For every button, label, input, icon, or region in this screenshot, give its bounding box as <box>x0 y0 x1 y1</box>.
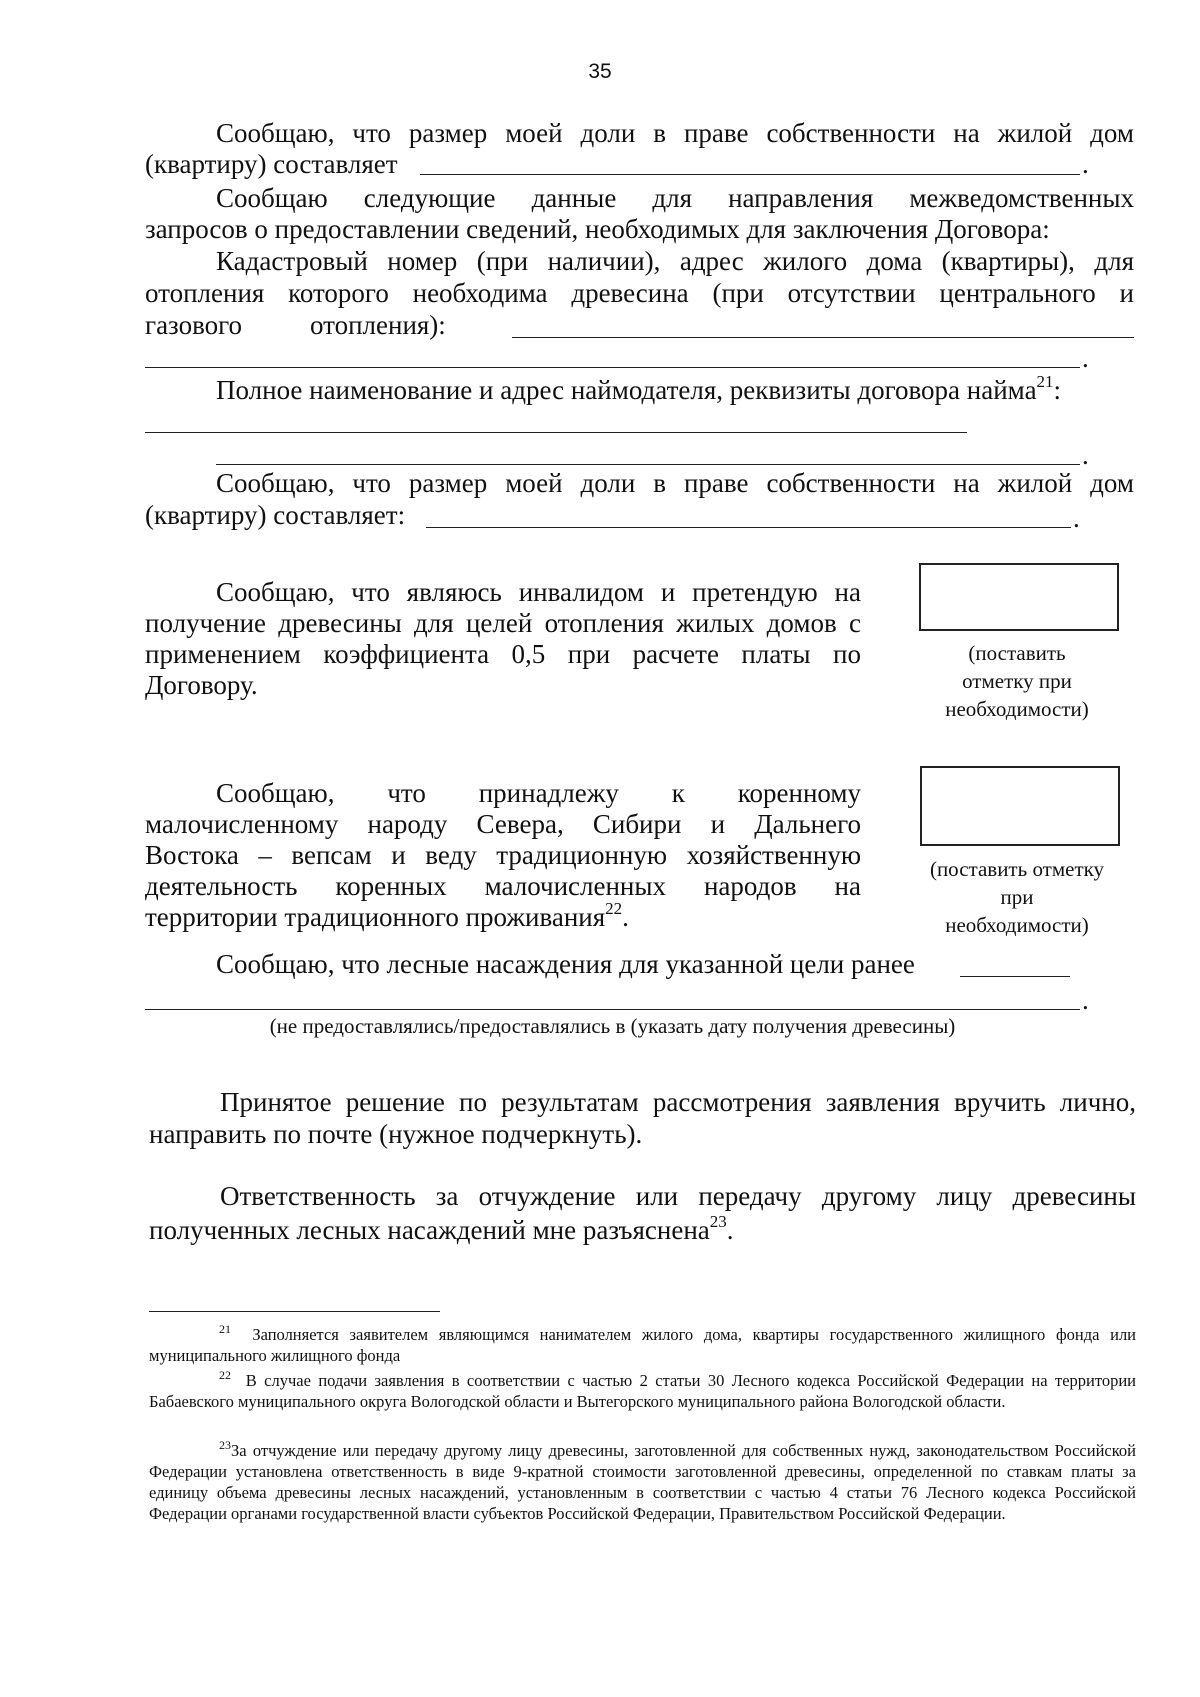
prior-provision-field-1[interactable] <box>960 976 1070 977</box>
indigenous-line-2: малочисленному народу Севера, Сибири и Дальнего <box>145 809 861 839</box>
share-size-line-2: (квартиру) составляет <box>145 149 398 179</box>
share-size2-line-1: Сообщаю, что размер моей доли в праве собственности на жилой дом <box>216 468 1134 498</box>
page-number: 35 <box>588 60 612 83</box>
landlord-field-2[interactable] <box>216 464 1080 465</box>
share-size-line-1: Сообщаю, что размер моей доли в праве собственности на жилой дом <box>216 118 1134 148</box>
share-size-field-1[interactable] <box>420 174 1080 175</box>
prior-provision-hint: (не предоставлялись/предоставлялись в (указать дату получения древесины) <box>269 1014 956 1038</box>
indigenous-line-5: территории традиционного проживания$^{22}$. <box>145 899 629 932</box>
cadastral-line-3b: отопления): <box>310 310 446 340</box>
footnote-ref-21: 21 <box>1036 372 1054 391</box>
disability-line-1: Сообщаю, что являюсь инвалидом и претендую на <box>216 577 861 607</box>
disability-checkbox-caption: (поставить отметку при необходимости) <box>945 641 1089 721</box>
indigenous-checkbox[interactable] <box>920 766 1120 846</box>
disability-checkbox[interactable] <box>919 563 1119 631</box>
indigenous-line-4: деятельность коренных малочисленных народов на <box>145 871 861 901</box>
cadastral-line-2: отопления которого необходима древесина (при отсутствии центрального и <box>145 278 1134 308</box>
interagency-line-2: запросов о предоставлении сведений, необходимых для заключения Договора: <box>145 214 1050 244</box>
cadastral-field-1[interactable] <box>512 337 1134 338</box>
share-size2-line-2: (квартиру) составляет: <box>145 500 406 530</box>
prior-provision-text: Сообщаю, что лесные насаждения для указанной цели ранее <box>216 949 915 979</box>
liability-line-2: полученных лесных насаждений мне разъяснена$^{23}$. <box>149 1212 734 1245</box>
period: . <box>1082 343 1089 373</box>
disability-line-2: получение древесины для целей отопления жилых домов с <box>145 608 861 638</box>
period: . <box>1082 149 1089 179</box>
period: . <box>1082 985 1089 1015</box>
cadastral-field-2[interactable] <box>145 367 1080 368</box>
cadastral-line-1: Кадастровый номер (при наличии), адрес жилого дома (квартиры), для <box>216 246 1134 276</box>
indigenous-statement <box>145 778 861 933</box>
period: . <box>1073 503 1080 533</box>
disability-line-4: Договору. <box>145 670 258 700</box>
period: . <box>1082 440 1089 470</box>
indigenous-line-1: Сообщаю, что принадлежу к коренному <box>216 778 861 808</box>
indigenous-line-3: Востока – вепсам и веду традиционную хозяйственную <box>145 840 861 870</box>
landlord-field-1[interactable] <box>145 432 967 433</box>
indigenous-checkbox-caption: (поставить отметку при необходимости) <box>929 857 1105 937</box>
decision-delivery-line-1: Принятое решение по результатам рассмотрения заявления вручить лично, <box>220 1087 1136 1117</box>
disability-statement <box>145 577 861 701</box>
decision-delivery-line-2: направить по почте (нужное подчеркнуть). <box>149 1119 643 1149</box>
prior-provision-field-2[interactable] <box>145 1009 1080 1010</box>
interagency-line-1: Сообщаю следующие данные для направления межведомственных <box>216 183 1134 213</box>
cadastral-line-3a: газового <box>145 310 243 340</box>
landlord-heading: Полное наименование и адрес наймодателя, реквизиты договора найма$^{21}$: <box>216 372 1062 405</box>
share-size-field-2[interactable] <box>426 527 1071 528</box>
footnote-22: $^{22}$ В случае подачи заявления в соответствии с частью 2 статьи 30 Лесного кодекса Российской Федерации на территории Бабаевского муниципального округа Вологодской области и Вытегорского муниципального района Вологодской области. <box>149 1368 1136 1411</box>
footnote-separator <box>149 1311 440 1312</box>
liability-line-1: Ответственность за отчуждение или передачу другому лицу древесины <box>220 1181 1136 1211</box>
footnote-ref-22: 22 <box>605 899 623 918</box>
disability-line-3: применением коэффициента 0,5 при расчете платы по <box>145 639 861 669</box>
footnote-23: $^{23}$За отчуждение или передачу другому лицу древесины, заготовленной для собственных нужд, законодательством Российской Федерации установлена ответственность в виде 9-кратной стоимости заготовленной древесины, определенной по ставкам платы за единицу объема древесины лесных насаждений, установленным в соответствии с частью 4 статьи 76 Лесного кодекса Российской Федерации органами государственной власти субъектов Российской Федерации, Правительством Российской Федерации. <box>149 1438 1136 1523</box>
footnote-21: $^{21}$ Заполняется заявителем являющимся нанимателем жилого дома, квартиры государственного жилищного фонда или муниципального жилищного фонда <box>149 1322 1137 1365</box>
footnote-ref-23: 23 <box>709 1212 727 1231</box>
